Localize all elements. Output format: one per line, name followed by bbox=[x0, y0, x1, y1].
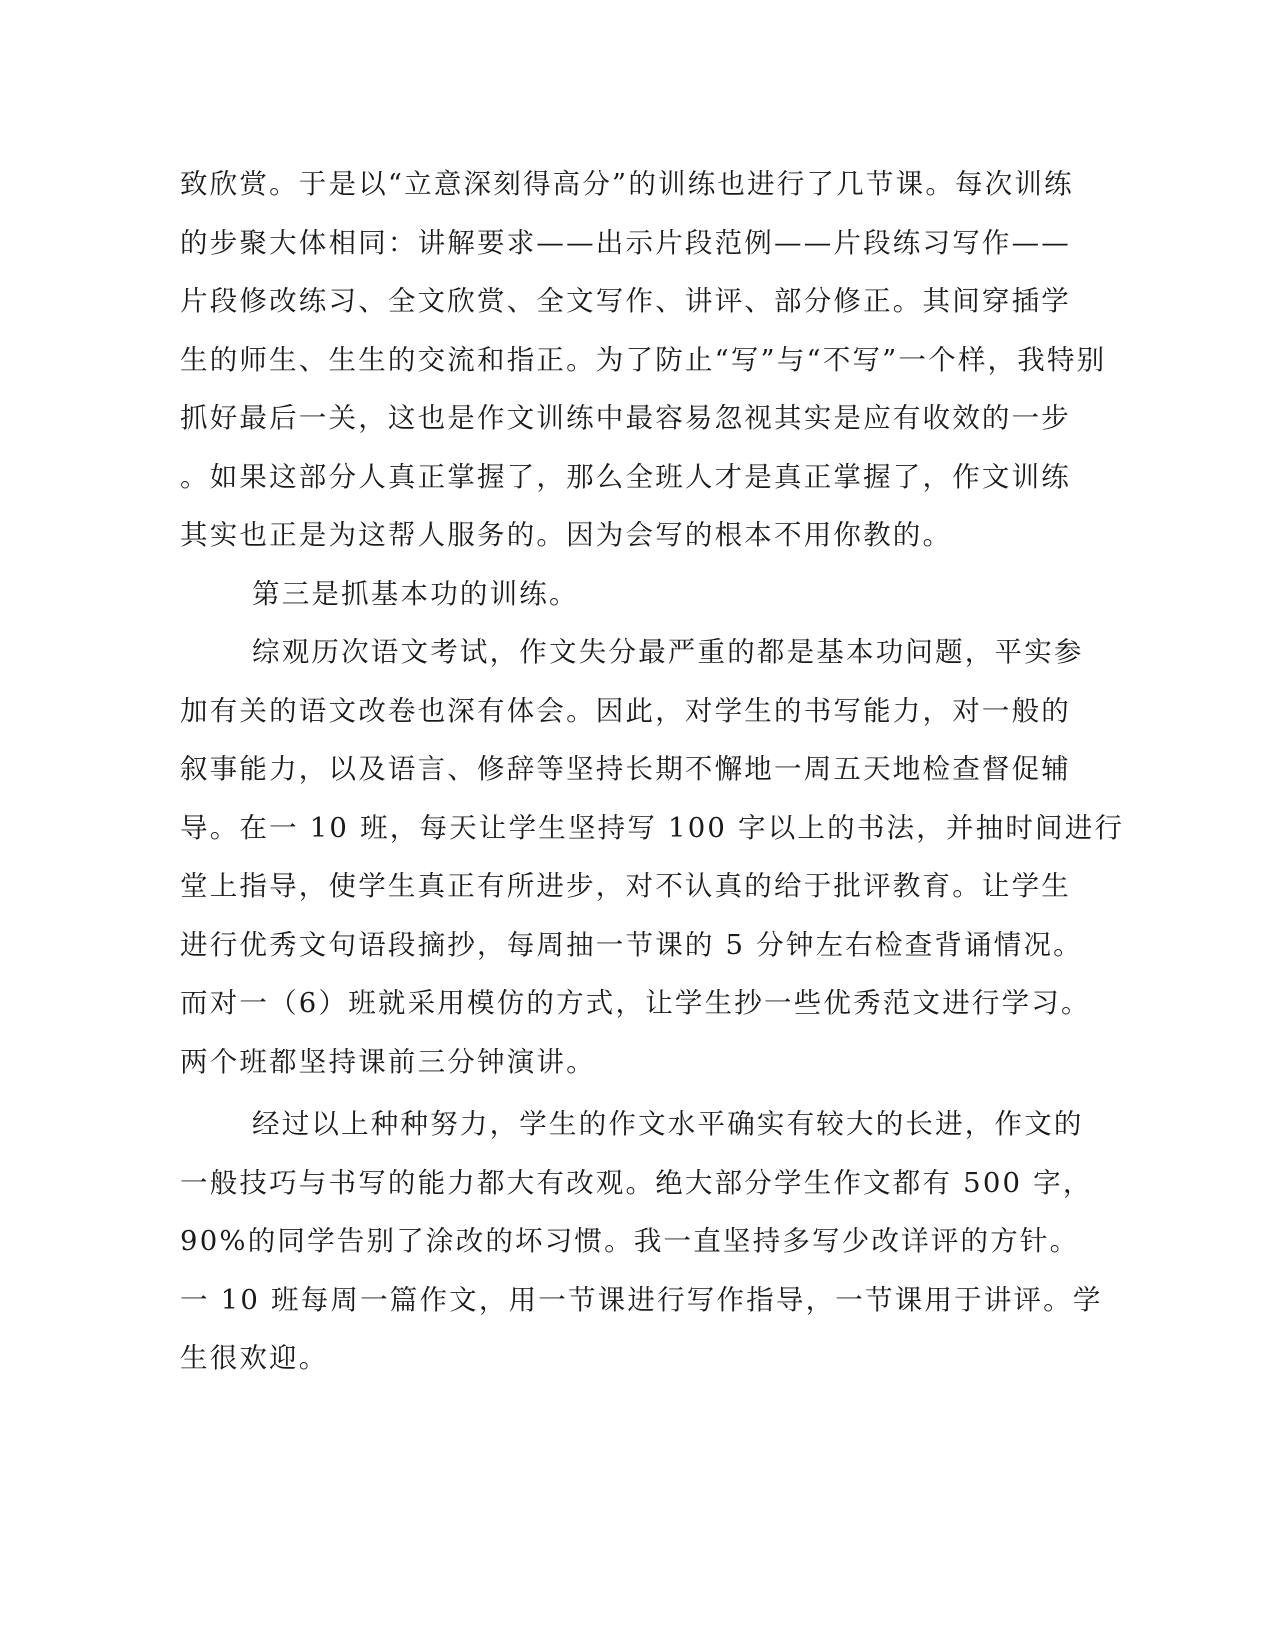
text-line: 片段修改练习、全文欣赏、全文写作、讲评、部分修正。其间穿插学 bbox=[180, 285, 1071, 317]
text-line: 生的师生、生生的交流和指正。为了防止“写”与“不写”一个样，我特别 bbox=[180, 343, 1107, 376]
text-line: 加有关的语文改卷也深有体会。因此，对学生的书写能力，对一般的 bbox=[180, 694, 1071, 727]
text-line: 综观历次语文考试，作文失分最严重的都是基本功问题，平实参 bbox=[252, 636, 1084, 668]
text-line: 而对一（6）班就采用模仿的方式，让学生抄一些优秀范文进行学习。 bbox=[180, 987, 1091, 1019]
text-line: 进行优秀文句语段摘抄，每周抽一节课的 5 分钟左右检查背诵情况。 bbox=[180, 928, 1083, 961]
paragraph-results bbox=[180, 1095, 1103, 1388]
text-line: 叙事能力，以及语言、修辞等坚持长期不懈地一周五天地检查督促辅 bbox=[180, 753, 1071, 785]
text-line: 致欣赏。于是以“立意深刻得高分”的训练也进行了几节课。每次训练 bbox=[180, 168, 1074, 200]
paragraph-third-point bbox=[180, 565, 1040, 624]
text-line: 。如果这部分人真正掌握了，那么全班人才是真正掌握了，作文训练 bbox=[180, 460, 1071, 493]
text-line: 一般技巧与书写的能力都大有改观。绝大部分学生作文都有 500 字， bbox=[180, 1166, 1093, 1199]
text-line: 其实也正是为这帮人服务的。因为会写的根本不用你教的。 bbox=[180, 519, 953, 551]
text-line: 生很欢迎。 bbox=[180, 1342, 329, 1374]
paragraph-basic-skills bbox=[180, 623, 1125, 1091]
text-line: 抓好最后一关，这也是作文训练中最容易忽视其实是应有收效的一步 bbox=[180, 402, 1071, 434]
text-line: 两个班都坚持课前三分钟演讲。 bbox=[180, 1045, 596, 1078]
text-line: 经过以上种种努力，学生的作文水平确实有较大的长进，作文的 bbox=[252, 1108, 1084, 1140]
paragraph-training-steps bbox=[180, 155, 1107, 565]
text-line: 一 10 班每周一篇作文，用一节课进行写作指导，一节课用于讲评。学 bbox=[180, 1283, 1103, 1316]
text-line: 的步聚大体相同：讲解要求——出示片段范例——片段练习写作—— bbox=[180, 226, 1071, 259]
text-line: 堂上指导，使学生真正有所进步，对不认真的给于批评教育。让学生 bbox=[180, 870, 1071, 902]
text-line: 第三是抓基本功的训练。 bbox=[252, 577, 579, 610]
text-line: 90%的同学告别了涂改的坏习惯。我一直坚持多写少改详评的方针。 bbox=[180, 1225, 1080, 1257]
text-line: 导。在一 10 班，每天让学生坚持写 100 字以上的书法，并抽时间进行 bbox=[180, 811, 1125, 844]
document-body bbox=[180, 155, 1125, 1388]
